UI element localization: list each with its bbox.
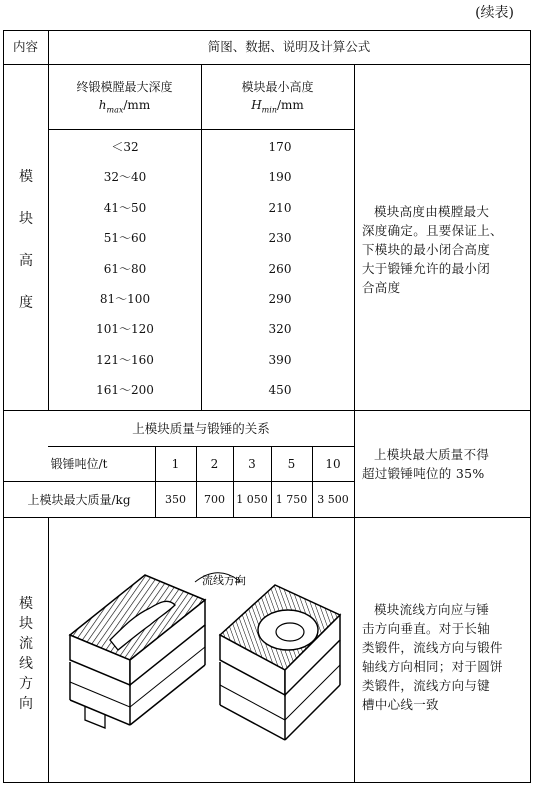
depth-cell: 81～100 <box>99 292 151 306</box>
depth-column-unit <box>48 98 201 117</box>
flow-note-line: 槽中心线一致 <box>362 697 439 712</box>
flow-note-line: 轴线方向相同；对于圆饼 <box>362 659 503 674</box>
height-cell: 170 <box>268 140 292 154</box>
depth-cell: 32～40 <box>103 170 147 184</box>
height-cell: 320 <box>268 322 292 336</box>
mass-section-title: 上模块质量与锻锤的关系 <box>132 421 270 436</box>
height-label-char: 块 <box>19 211 33 227</box>
header-content: 内容 <box>12 39 38 54</box>
height-note <box>362 202 528 297</box>
height-cell: 210 <box>268 201 292 215</box>
mass-note-line: 超过锻锤吨位的 35% <box>362 466 485 481</box>
flow-note-line: 类锻件，流线方向与键 <box>362 678 491 693</box>
height-cell: 190 <box>268 170 292 184</box>
height-note-line: 深度确定。且要保证上、 <box>362 223 503 238</box>
height-section-label <box>16 166 36 334</box>
flow-label-char: 方 <box>19 676 33 692</box>
height-note-line: 合高度 <box>362 280 401 295</box>
depth-cell: ＜32 <box>111 140 139 154</box>
flow-direction-label: 流线方向 <box>202 574 246 587</box>
tonnage-value: 2 <box>210 457 219 471</box>
flow-label-char: 向 <box>19 696 33 712</box>
long-axis-die-block <box>70 575 205 728</box>
height-column-title: 模块最小高度 <box>241 80 314 94</box>
depth-column-title: 终锻模膛最大深度 <box>76 80 173 94</box>
depth-unit-tail: /mm <box>123 98 151 112</box>
round-disk-die-block <box>220 585 340 740</box>
flow-note-line: 模块流线方向应与锤 <box>374 602 490 617</box>
continued-marker: (续表) <box>475 5 514 21</box>
height-cell: 390 <box>268 353 292 367</box>
height-cell: 450 <box>268 383 292 397</box>
max-mass-label: 上模块最大质量/kg <box>27 493 131 507</box>
mass-note <box>362 445 528 483</box>
height-label-char: 高 <box>19 253 33 269</box>
height-column-unit <box>201 98 354 117</box>
height-note-line: 模块高度由模膛最大 <box>374 204 490 219</box>
flow-label-char: 流 <box>19 636 33 652</box>
height-unit-sub: min <box>261 105 277 115</box>
flow-label-char: 线 <box>19 656 33 672</box>
depth-cell: 121～160 <box>96 353 154 367</box>
hammer-tonnage-label: 锻锤吨位/t <box>50 457 108 471</box>
height-label-char: 模 <box>19 169 33 185</box>
depth-cell: 161～200 <box>96 383 154 397</box>
height-cell: 290 <box>268 292 292 306</box>
depth-unit-symbol: h <box>98 98 107 112</box>
die-block-flow-diagram <box>50 520 352 780</box>
mass-value: 1 750 <box>275 493 308 506</box>
flow-note-line: 类锻件，流线方向与锻件 <box>362 640 503 655</box>
flow-label-char: 模 <box>19 596 33 612</box>
depth-cell: 41～50 <box>103 201 147 215</box>
height-unit-tail: /mm <box>276 98 304 112</box>
tonnage-value: 3 <box>248 457 256 471</box>
depth-cell: 51～60 <box>103 231 147 245</box>
tonnage-value: 10 <box>325 457 341 471</box>
depth-cell: 61～80 <box>103 262 147 276</box>
tonnage-value: 1 <box>171 457 180 471</box>
flow-label-char: 块 <box>19 616 33 632</box>
tonnage-value: 5 <box>287 457 296 471</box>
mass-value: 1 050 <box>236 493 268 506</box>
flow-note <box>362 600 528 714</box>
height-unit-symbol: H <box>251 98 262 112</box>
depth-unit-sub: max <box>106 105 124 115</box>
height-cell: 260 <box>268 262 292 276</box>
flow-note-line: 击方向垂直。对于长轴 <box>362 621 491 636</box>
flow-section-label <box>16 594 36 714</box>
depth-cell: 101～120 <box>96 322 154 336</box>
height-note-line: 大于锻锤允许的最小闭 <box>362 261 491 276</box>
height-cell: 230 <box>268 231 292 245</box>
mass-value: 3 500 <box>317 493 349 506</box>
header-description: 简图、数据、说明及计算公式 <box>207 39 371 54</box>
mass-value: 350 <box>165 493 186 506</box>
mass-value: 700 <box>204 493 225 506</box>
height-label-char: 度 <box>19 295 33 311</box>
mass-note-line: 上模块最大质量不得 <box>374 447 490 462</box>
height-note-line: 下模块的最小闭合高度 <box>362 242 491 257</box>
